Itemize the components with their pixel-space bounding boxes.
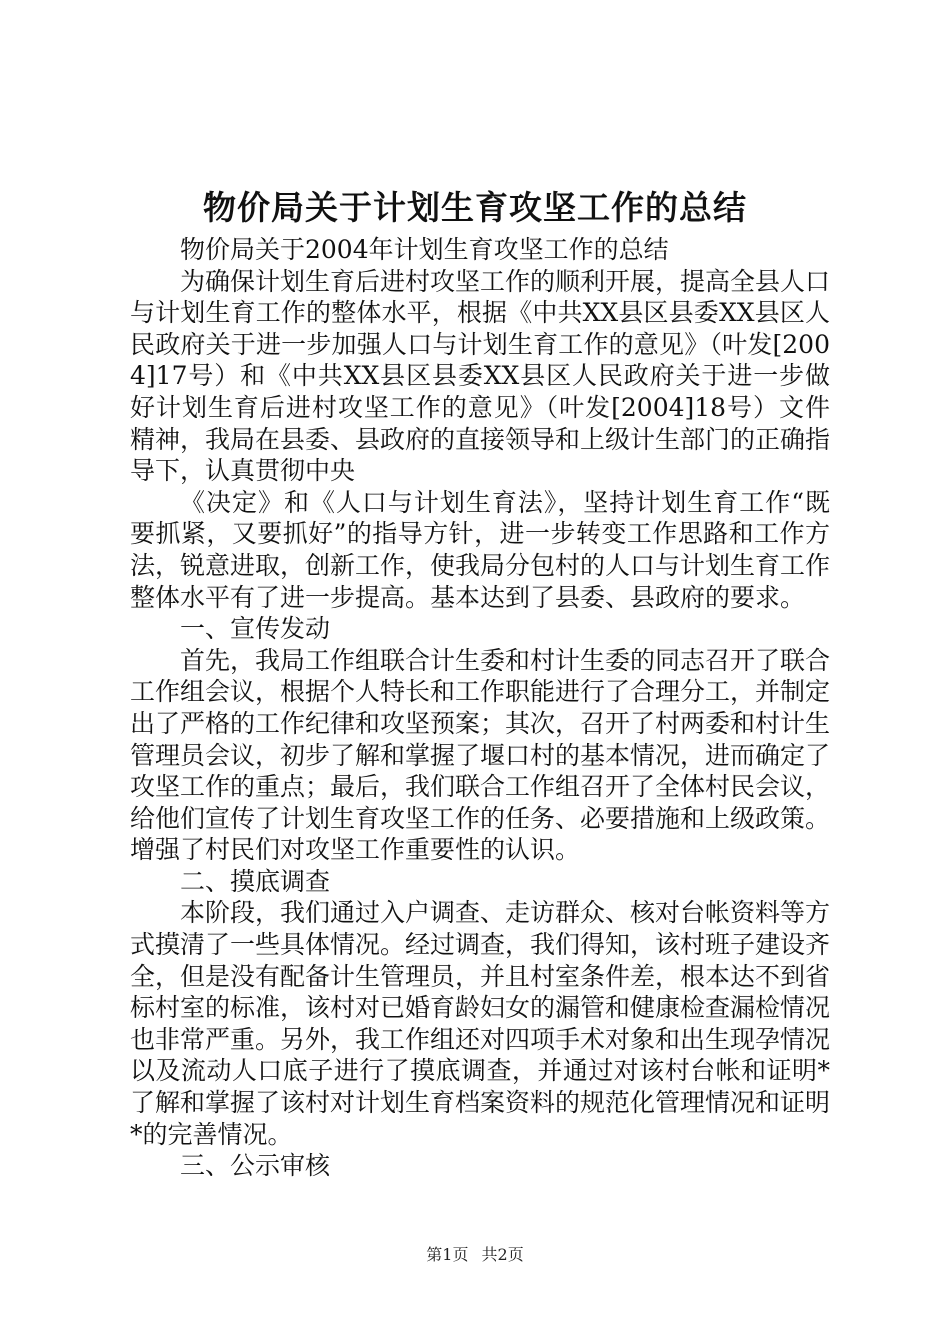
document-title: 物价局关于计划生育攻坚工作的总结 — [203, 188, 747, 227]
document-body — [130, 234, 830, 1182]
intro-paragraph: 为确保计划生育后进村攻坚工作的顺利开展，提高全县人口与计划生育工作的整体水平，根据《中共XX县区县委XX县区人民政府关于进一步加强人口与计划生育工作的意见》（叶发[2004]17号）和《中共XX县区县委XX县区人民政府关于进一步做好计划生育后进村攻坚工作的意见》（叶发[2004]18号）文件精神，我局在县委、县政府的直接领导和上级计生部门的正确指导下，认真贯彻中央 — [130, 266, 831, 486]
publicity-paragraph: 首先，我局工作组联合计生委和村计生委的同志召开了联合工作组会议，根据个人特长和工作职能进行了合理分工，并制定出了严格的工作纪律和攻坚预案；其次，召开了村两委和村计生管理员会议，初步了解和掌握了堰口村的基本情况，进而确定了攻坚工作的重点；最后，我们联合工作组召开了全体村民会议，给他们宣传了计划生育攻坚工作的任务、必要措施和上级政策。增强了村民们对攻坚工作重要性的认识。 — [130, 645, 831, 865]
page-footer — [0, 1243, 950, 1267]
section-heading-publicity: 一、宣传发动 — [180, 614, 331, 644]
page-number: 第1页 — [426, 1245, 469, 1264]
principle-paragraph: 《决定》和《人口与计划生育法》，坚持计划生育工作“既要抓紧，又要抓好”的指导方针，进一步转变工作思路和工作方法，锐意进取，创新工作，使我局分包村的人口与计划生育工作整体水平有了进一步提高。基本达到了县委、县政府的要求。 — [130, 487, 831, 612]
section-heading-survey: 二、摸底调查 — [180, 866, 331, 896]
subtitle-paragraph: 物价局关于2004年计划生育攻坚工作的总结 — [180, 235, 669, 264]
section-heading-review: 三、公示审核 — [180, 1151, 331, 1181]
page-total: 共2页 — [481, 1245, 524, 1264]
survey-paragraph: 本阶段，我们通过入户调查、走访群众、核对台帐资料等方式摸清了一些具体情况。经过调查，我们得知，该村班子建设齐全，但是没有配备计生管理员，并且村室条件差，根本达不到省标村室的标准，该村对已婚育龄妇女的漏管和健康检查漏检情况也非常严重。另外，我工作组还对四项手术对象和出生现孕情况以及流动人口底子进行了摸底调查，并通过对该村台帐和证明*了解和掌握了该村对计划生育档案资料的规范化管理情况和证明*的完善情况。 — [130, 898, 831, 1149]
